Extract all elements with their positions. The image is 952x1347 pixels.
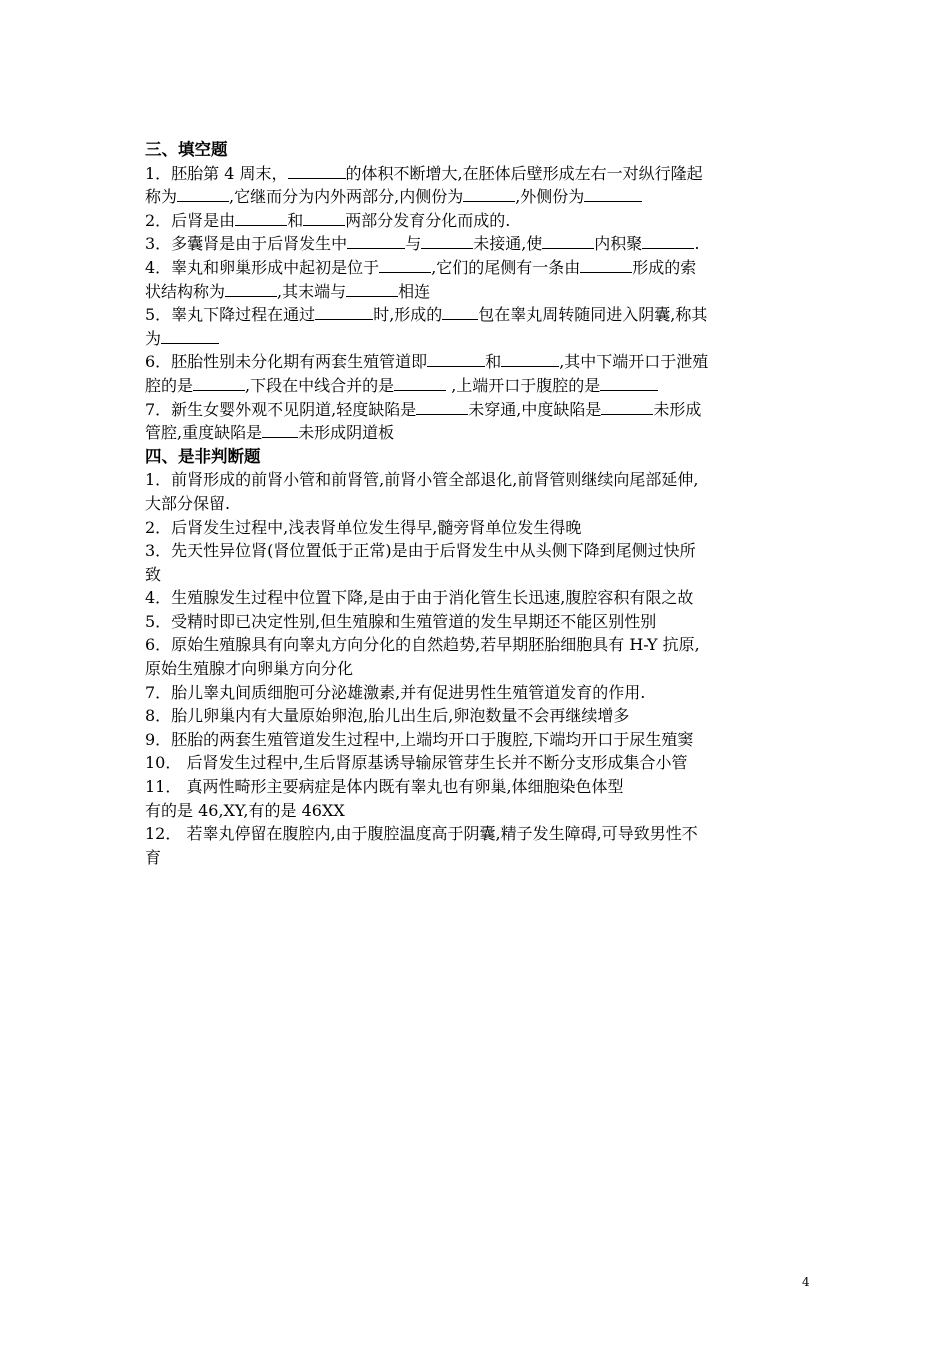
question-4-line-1 xyxy=(145,256,810,280)
text: 4．睾丸和卵巢形成中起初是位于 xyxy=(145,257,380,277)
document-body xyxy=(145,138,810,869)
answer-blank[interactable] xyxy=(580,257,632,273)
question-1-line-1 xyxy=(145,162,810,186)
tf-line: 3．先天性异位肾(肾位置低于正常)是由于后肾发生中从头侧下降到尾侧过快所 xyxy=(145,541,696,561)
tf-line: 大部分保留. xyxy=(145,493,231,513)
text: 5．睾丸下降过程在通过 xyxy=(145,305,316,325)
answer-blank[interactable] xyxy=(225,281,277,297)
answer-blank[interactable] xyxy=(394,375,446,391)
answer-blank[interactable] xyxy=(601,399,653,415)
answer-blank[interactable] xyxy=(177,186,229,202)
text: 内积聚 xyxy=(594,234,643,254)
tf-line: 9．胚胎的两套生殖管道发生过程中,上端均开口于腹腔,下端均开口于尿生殖窦 xyxy=(145,729,694,749)
text: 未穿通,中度缺陷是 xyxy=(468,399,602,419)
question-1-line-2 xyxy=(145,185,810,209)
text: 腔的是 xyxy=(145,375,194,395)
question-2 xyxy=(145,209,810,233)
question-4-line-2 xyxy=(145,280,810,304)
page-number: 4 xyxy=(802,1275,810,1289)
answer-blank[interactable] xyxy=(427,351,485,367)
tf-line: 10． 后肾发生过程中,生后肾原基诱导输尿管芽生长并不断分支形成集合小管 xyxy=(145,753,688,773)
tf-line: 1．前肾形成的前肾小管和前肾管,前肾小管全部退化,前肾管则继续向尾部延伸, xyxy=(145,470,699,490)
text: ,其中下端开口于泄殖 xyxy=(559,352,709,372)
tf-line: 8．胎儿卵巢内有大量原始卵泡,胎儿出生后,卵泡数量不会再继续增多 xyxy=(145,706,630,726)
text: 未形成阴道板 xyxy=(298,423,395,443)
answer-blank[interactable] xyxy=(347,233,405,249)
text: ,外侧份为 xyxy=(515,187,585,207)
text: 时,形成的 xyxy=(373,305,443,325)
tf-line: 6．原始生殖腺具有向睾丸方向分化的自然趋势,若早期胚胎细胞具有 H-Y 抗原, xyxy=(145,635,700,655)
answer-blank[interactable] xyxy=(642,233,694,249)
text: 2．后肾是由 xyxy=(145,210,236,230)
tf-line: 12． 若睾丸停留在腹腔内,由于腹腔温度高于阴囊,精子发生障碍,可导致男性不 xyxy=(145,824,698,844)
section-title-true-false: 四、是非判断题 xyxy=(145,446,261,466)
question-6-line-2 xyxy=(145,374,810,398)
answer-blank[interactable] xyxy=(600,375,658,391)
text: 包在睾丸周转随同进入阴囊,称其 xyxy=(478,305,708,325)
question-5-line-1 xyxy=(145,303,810,327)
text: 未接通,使 xyxy=(473,234,543,254)
answer-blank[interactable] xyxy=(262,422,298,438)
text: 7．新生女婴外观不见阴道,轻度缺陷是 xyxy=(145,399,417,419)
question-6-line-1 xyxy=(145,350,810,374)
answer-blank[interactable] xyxy=(416,399,468,415)
tf-line: 4．生殖腺发生过程中位置下降,是由于由于消化管生长迅速,腹腔容积有限之故 xyxy=(145,588,694,608)
text: 和 xyxy=(485,352,502,372)
section-title-fill-blank: 三、填空题 xyxy=(145,140,228,159)
text: 为 xyxy=(145,328,162,348)
answer-blank[interactable] xyxy=(442,304,478,320)
answer-blank[interactable] xyxy=(288,163,346,179)
tf-line: 2．后肾发生过程中,浅表肾单位发生得早,髓旁肾单位发生得晚 xyxy=(145,517,582,537)
answer-blank[interactable] xyxy=(584,186,642,202)
tf-line: 育 xyxy=(145,847,162,867)
text: 状结构称为 xyxy=(145,281,226,301)
text: 称为 xyxy=(145,187,178,207)
answer-blank[interactable] xyxy=(463,186,515,202)
answer-blank[interactable] xyxy=(379,257,431,273)
tf-line: 5．受精时即已决定性别,但生殖腺和生殖管道的发生早期还不能区别性别 xyxy=(145,611,657,631)
answer-blank[interactable] xyxy=(346,281,398,297)
answer-blank[interactable] xyxy=(421,233,473,249)
text: ,上端开口于腹腔的是 xyxy=(446,375,601,395)
text: 两部分发育分化而成的. xyxy=(345,210,511,230)
text: ,其末端与 xyxy=(277,281,347,301)
text: 3．多囊肾是由于后肾发生中 xyxy=(145,234,348,254)
answer-blank[interactable] xyxy=(235,210,287,226)
text: ,它们的尾侧有一条由 xyxy=(431,257,581,277)
text: 1．胚胎第 4 周末， xyxy=(145,163,288,183)
answer-blank[interactable] xyxy=(501,351,559,367)
answer-blank[interactable] xyxy=(303,210,345,226)
tf-line: 有的是 46,XY,有的是 46XX xyxy=(145,800,345,820)
tf-line: 致 xyxy=(145,564,162,584)
text: 相连 xyxy=(398,281,431,301)
tf-line: 原始生殖腺才向卵巢方向分化 xyxy=(145,659,354,679)
question-7-line-1 xyxy=(145,398,810,422)
text: 6．胚胎性别未分化期有两套生殖管道即 xyxy=(145,352,428,372)
answer-blank[interactable] xyxy=(161,328,219,344)
text: 管腔,重度缺陷是 xyxy=(145,423,263,443)
question-5-line-2 xyxy=(145,327,810,351)
answer-blank[interactable] xyxy=(315,304,373,320)
tf-line: 7．胎儿睾丸间质细胞可分泌雄激素,并有促进男性生殖管道发育的作用. xyxy=(145,682,646,702)
question-7-line-2 xyxy=(145,421,810,445)
text: 与 xyxy=(405,234,422,254)
answer-blank[interactable] xyxy=(542,233,594,249)
tf-line: 11． 真两性畸形主要病症是体内既有睾丸也有卵巢,体细胞染色体型 xyxy=(145,777,624,797)
question-3 xyxy=(145,232,810,256)
text: . xyxy=(694,234,700,254)
text: 和 xyxy=(287,210,304,230)
text: 未形成 xyxy=(653,399,702,419)
answer-blank[interactable] xyxy=(193,375,245,391)
text: ,它继而分为内外两部分,内侧份为 xyxy=(229,187,464,207)
text: 的体积不断增大,在胚体后壁形成左右一对纵行隆起 xyxy=(345,163,703,183)
text: 形成的索 xyxy=(632,257,697,277)
text: ,下段在中线合并的是 xyxy=(245,375,395,395)
